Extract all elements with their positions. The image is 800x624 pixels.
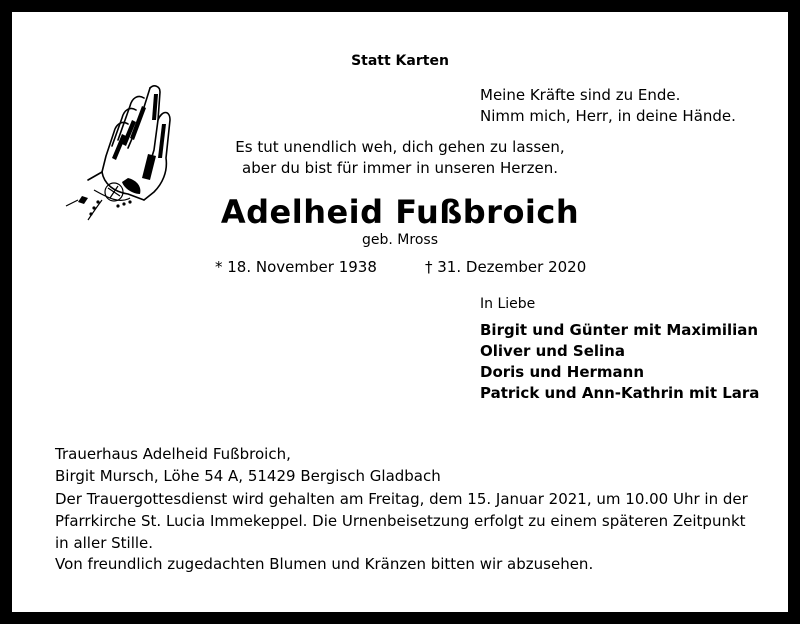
- mourner-name: Patrick und Ann-Kathrin mit Lara: [480, 384, 760, 402]
- address-line-1: Trauerhaus Adelheid Fußbroich,: [55, 445, 291, 463]
- mourners-list: [480, 320, 759, 404]
- verse-line-1: Es tut unendlich weh, dich gehen zu lassen,: [235, 138, 565, 156]
- death-date: † 31. Dezember 2020: [425, 258, 587, 276]
- flowers-notice: Von freundlich zugedachten Blumen und Kränzen bitten wir abzusehen.: [55, 555, 594, 573]
- mourner-name: Doris und Hermann: [480, 363, 644, 381]
- verse-line-2: aber du bist für immer in unseren Herzen.: [242, 159, 558, 177]
- mourner-name: Oliver und Selina: [480, 342, 625, 360]
- quote-block: [480, 85, 736, 127]
- quote-line-1: Meine Kräfte sind zu Ende.: [480, 86, 681, 104]
- quote-line-2: Nimm mich, Herr, in deine Hände.: [480, 107, 736, 125]
- header-title: Statt Karten: [351, 53, 449, 69]
- maiden-name: geb. Mross: [362, 232, 438, 248]
- birth-date: * 18. November 1938: [215, 258, 377, 276]
- mourners-intro: In Liebe: [480, 296, 536, 312]
- mourning-house-address: [55, 443, 441, 487]
- deceased-name: Adelheid Fußbroich: [220, 193, 580, 231]
- verse-block: [200, 137, 600, 179]
- address-line-2: Birgit Mursch, Löhe 54 A, 51429 Bergisch Gladbach: [55, 467, 441, 485]
- service-notice: Der Trauergottesdienst wird gehalten am Freitag, dem 15. Januar 2021, um 10.00 Uhr in der Pfarrkirche St. Lucia Immekeppel. Die Urnenbeisetzung erfolgt zu einem späteren Zeitpunkt in aller Stille.: [55, 490, 748, 552]
- mourner-name: Birgit und Günter mit Maximilian: [480, 321, 759, 339]
